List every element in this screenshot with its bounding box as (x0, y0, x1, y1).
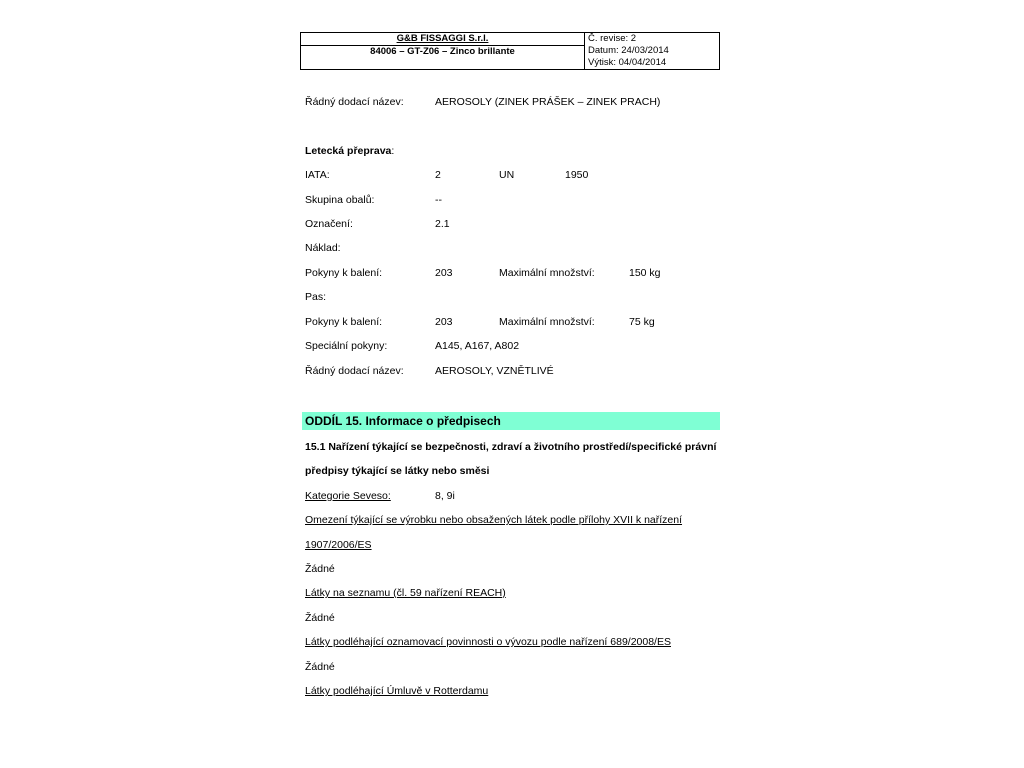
section-15-title: ODDÍL 15. Informace o předpisech (305, 414, 501, 428)
pass-packing-label: Pokyny k balení: (305, 316, 383, 328)
shipping-name-label-top: Řádný dodací název: (305, 96, 404, 108)
rotterdam-heading: Látky podléhající Úmluvě v Rotterdamu (305, 685, 489, 697)
revision-number: Č. revise: 2 (588, 33, 637, 44)
pass-packing-value: 203 (435, 316, 453, 328)
subsection-15-1-line1: 15.1 Nařízení týkající se bezpečnosti, zdraví a životního prostředí/specifické právní (305, 441, 717, 453)
document-header (300, 32, 720, 70)
restrictions-line2: 1907/2006/ES (305, 539, 372, 551)
shipping-name-value-top: AEROSOLY (ZINEK PRÁŠEK – ZINEK PRACH) (435, 96, 661, 108)
cargo-max-label: Maximální množství: (499, 267, 595, 279)
restrictions-none: Žádné (305, 563, 335, 575)
pass-max-value: 75 kg (629, 316, 655, 328)
header-right-cell (588, 33, 718, 69)
cargo-max-value: 150 kg (629, 267, 661, 279)
marking-value: 2.1 (435, 218, 450, 230)
revision-date: Datum: 24/03/2014 (588, 45, 669, 56)
seveso-label: Kategorie Seveso: (305, 490, 391, 502)
iata-class: 2 (435, 169, 441, 181)
section-15-heading (302, 412, 720, 430)
export-notice-none: Žádné (305, 661, 335, 673)
subsection-15-1-line2: předpisy týkající se látky nebo směsi (305, 465, 490, 477)
cargo-label: Náklad: (305, 242, 341, 254)
shipping-name-value: AEROSOLY, VZNĚTLIVÉ (435, 365, 554, 377)
cargo-packing-label: Pokyny k balení: (305, 267, 383, 279)
iata-label: IATA: (305, 169, 330, 181)
reach-list-heading: Látky na seznamu (čl. 59 nařízení REACH) (305, 587, 506, 599)
shipping-name-label: Řádný dodací název: (305, 365, 404, 377)
reach-list-none: Žádné (305, 612, 335, 624)
company-name: G&B FISSAGGI S.r.l. (301, 33, 584, 46)
air-transport-title-colon: : (391, 145, 395, 157)
export-notice-heading: Látky podléhající oznamovací povinnosti o vývozu podle nařízení 689/2008/ES (305, 636, 671, 648)
special-provisions-label: Speciální pokyny: (305, 340, 388, 352)
seveso-value: 8, 9i (435, 490, 455, 502)
un-label: UN (499, 169, 515, 181)
pass-label: Pas: (305, 291, 327, 303)
packing-group-value: -- (435, 194, 442, 206)
pass-max-label: Maximální množství: (499, 316, 595, 328)
air-transport-title-text: Letecká přeprava (305, 145, 392, 157)
marking-label: Označení: (305, 218, 353, 230)
restrictions-line1: Omezení týkající se výrobku nebo obsažených látek podle přílohy XVII k nařízení (305, 514, 683, 526)
header-left-cell (301, 33, 585, 69)
special-provisions-value: A145, A167, A802 (435, 340, 520, 352)
product-name: 84006 – GT-Z06 – Zinco brillante (370, 46, 515, 57)
cargo-packing-value: 203 (435, 267, 453, 279)
un-number: 1950 (565, 169, 589, 181)
packing-group-label: Skupina obalů: (305, 194, 375, 206)
air-transport-title (305, 145, 394, 158)
print-date: Výtisk: 04/04/2014 (588, 57, 667, 68)
